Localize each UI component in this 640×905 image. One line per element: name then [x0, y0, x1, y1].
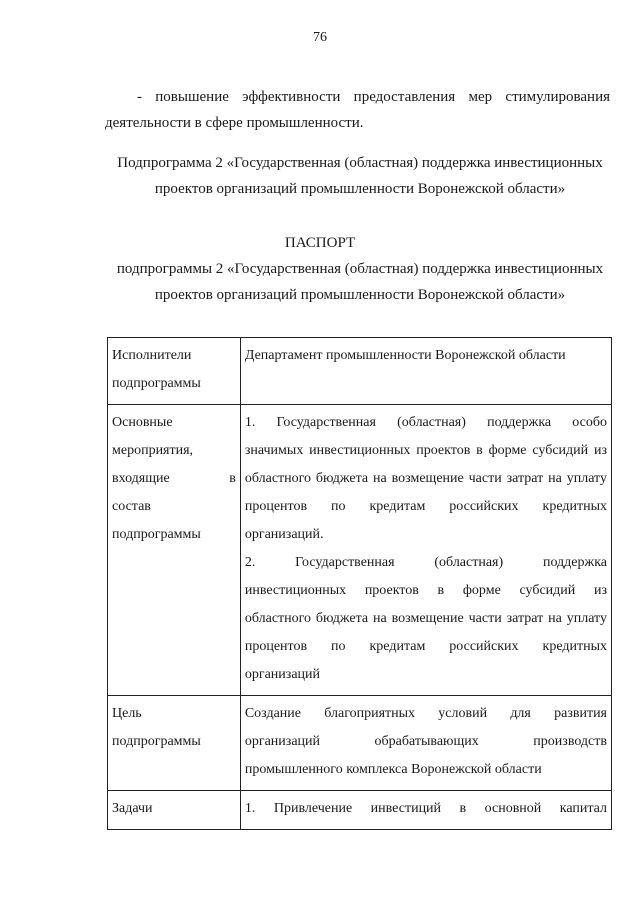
label-line: подпрограммы: [112, 527, 201, 542]
value-line: процентов по кредитам российских кредитных: [244, 639, 607, 654]
table-cell-label: [108, 696, 241, 791]
label-line: входящие в: [112, 471, 236, 486]
intro-line-2: деятельности в сфере промышленности.: [105, 115, 364, 131]
table-cell-value: [240, 791, 611, 830]
value-line: областного бюджета на возмещение части затрат на уплату: [244, 611, 607, 626]
table-cell-label: [108, 405, 241, 696]
label-line: состав: [112, 499, 151, 514]
table-cell-value: [240, 338, 611, 405]
intro-line-1: - повышение эффективности предоставления мер стимулирования: [137, 89, 610, 105]
table-cell-value: [240, 696, 611, 791]
value-line: промышленного комплекса Воронежской области: [244, 762, 542, 777]
passport-subtitle: [100, 256, 620, 308]
value-line: областного бюджета на возмещение части затрат на уплату: [244, 471, 607, 486]
label-line: Основные: [112, 415, 173, 430]
value-line: значимых инвестиционных проектов в форме субсидий из: [244, 443, 607, 458]
value-line: 1. Привлечение инвестиций в основной капитал: [244, 801, 607, 816]
table-cell-label: [108, 791, 241, 830]
passport-subtitle-line-2: проектов организаций промышленности Воронежской области»: [154, 287, 566, 303]
value-line: Департамент промышленности Воронежской области: [244, 348, 566, 363]
table-cell-label: [108, 338, 241, 405]
passport-table: [107, 337, 612, 830]
label-line: Задачи: [112, 801, 153, 816]
value-line: 2. Государственная (областная) поддержка: [244, 555, 607, 570]
table-row-goal: [108, 696, 612, 791]
subprogram-title-line-2: проектов организаций промышленности Воронежской области»: [154, 181, 566, 197]
value-line: организаций обрабатывающих производств: [244, 734, 607, 749]
passport-subtitle-line-1: подпрограммы 2 «Государственная (областная) поддержка инвестиционных: [116, 261, 604, 277]
value-line: Создание благоприятных условий для развития: [244, 706, 607, 721]
table-row-executors: [108, 338, 612, 405]
value-line: процентов по кредитам российских кредитных: [244, 499, 607, 514]
page-number: 76: [313, 30, 327, 45]
label-line: мероприятия,: [112, 443, 194, 458]
label-line: подпрограммы: [112, 376, 201, 391]
table-row-tasks: [108, 791, 612, 830]
intro-paragraph: [105, 84, 610, 136]
value-line: 1. Государственная (областная) поддержка особо: [244, 415, 607, 430]
label-line: Цель: [112, 706, 142, 721]
table-cell-value: [240, 405, 611, 696]
subprogram-title-line-1: Подпрограмма 2 «Государственная (областная) поддержка инвестиционных: [117, 155, 603, 171]
label-line: Исполнители: [112, 348, 192, 363]
table-row-main-activities: [108, 405, 612, 696]
value-line: организаций: [244, 667, 321, 682]
label-line: подпрограммы: [112, 734, 201, 749]
subprogram-title: [100, 150, 620, 202]
passport-heading: ПАСПОРТ: [284, 235, 356, 251]
value-line: инвестиционных проектов в форме субсидий из: [244, 583, 607, 598]
value-line: организаций.: [244, 527, 324, 542]
